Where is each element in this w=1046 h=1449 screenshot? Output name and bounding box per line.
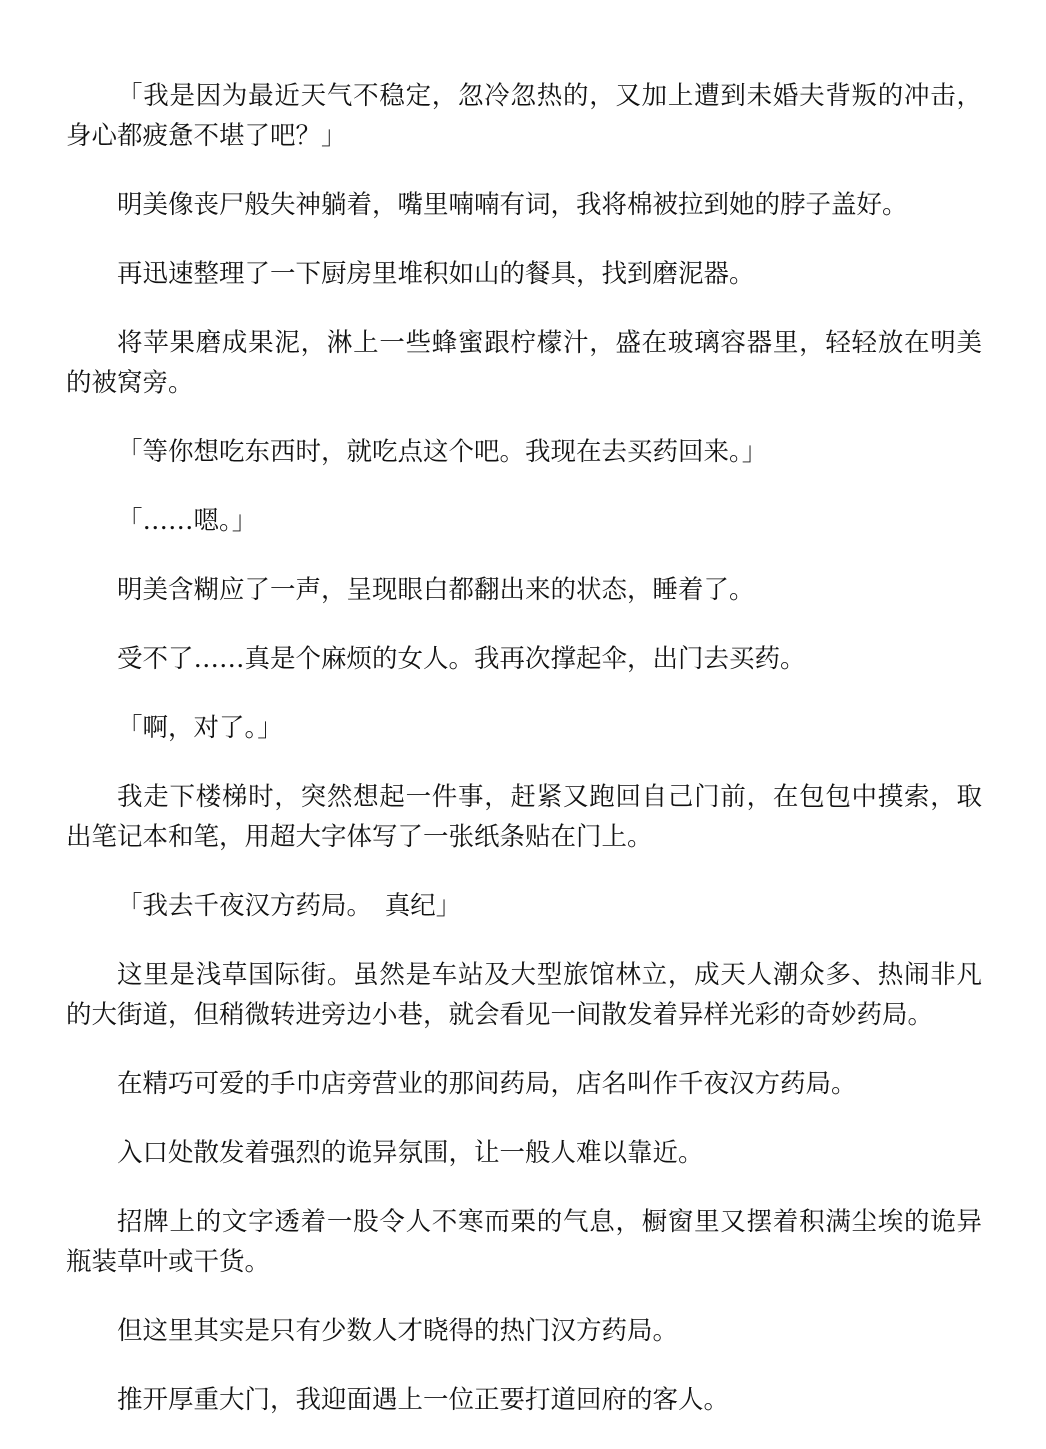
paragraph: 我走下楼梯时，突然想起一件事，赶紧又跑回自己门前，在包包中摸索，取出笔记本和笔，用超大字体写了一张纸条贴在门上。 xyxy=(66,782,982,852)
paragraph: 「……嗯。」 xyxy=(117,506,258,536)
paragraph: 「我是因为最近天气不稳定，忽冷忽热的，又加上遭到未婚夫背叛的冲击，身心都疲惫不堪了吧？」 xyxy=(66,81,982,151)
paragraph: 明美含糊应了一声，呈现眼白都翻出来的状态，睡着了。 xyxy=(117,575,755,605)
paragraph: 「我去千夜汉方药局。 真纪」 xyxy=(117,891,462,921)
paragraph: 受不了……真是个麻烦的女人。我再次撑起伞，出门去买药。 xyxy=(117,644,806,674)
paragraph: 再迅速整理了一下厨房里堆积如山的餐具，找到磨泥器。 xyxy=(117,259,755,289)
paragraph: 入口处散发着强烈的诡异氛围，让一般人难以靠近。 xyxy=(117,1138,704,1168)
paragraph: 「啊，对了。」 xyxy=(117,713,283,743)
paragraph: 推开厚重大门，我迎面遇上一位正要打道回府的客人。 xyxy=(117,1385,730,1415)
paragraph: 将苹果磨成果泥，淋上一些蜂蜜跟柠檬汁，盛在玻璃容器里，轻轻放在明美的被窝旁。 xyxy=(66,328,982,398)
document-page xyxy=(66,76,982,1449)
paragraph: 这里是浅草国际街。虽然是车站及大型旅馆林立，成天人潮众多、热闹非凡的大街道，但稍微转进旁边小巷，就会看见一间散发着异样光彩的奇妙药局。 xyxy=(66,960,982,1030)
paragraph: 明美像丧尸般失神躺着，嘴里喃喃有词，我将棉被拉到她的脖子盖好。 xyxy=(117,190,908,220)
paragraph: 招牌上的文字透着一股令人不寒而栗的气息，橱窗里又摆着积满尘埃的诡异瓶装草叶或干货。 xyxy=(66,1207,982,1277)
paragraph: 「等你想吃东西时，就吃点这个吧。我现在去买药回来。」 xyxy=(117,437,768,467)
paragraph: 在精巧可爱的手巾店旁营业的那间药局，店名叫作千夜汉方药局。 xyxy=(117,1069,857,1099)
paragraph: 但这里其实是只有少数人才晓得的热门汉方药局。 xyxy=(117,1316,679,1346)
